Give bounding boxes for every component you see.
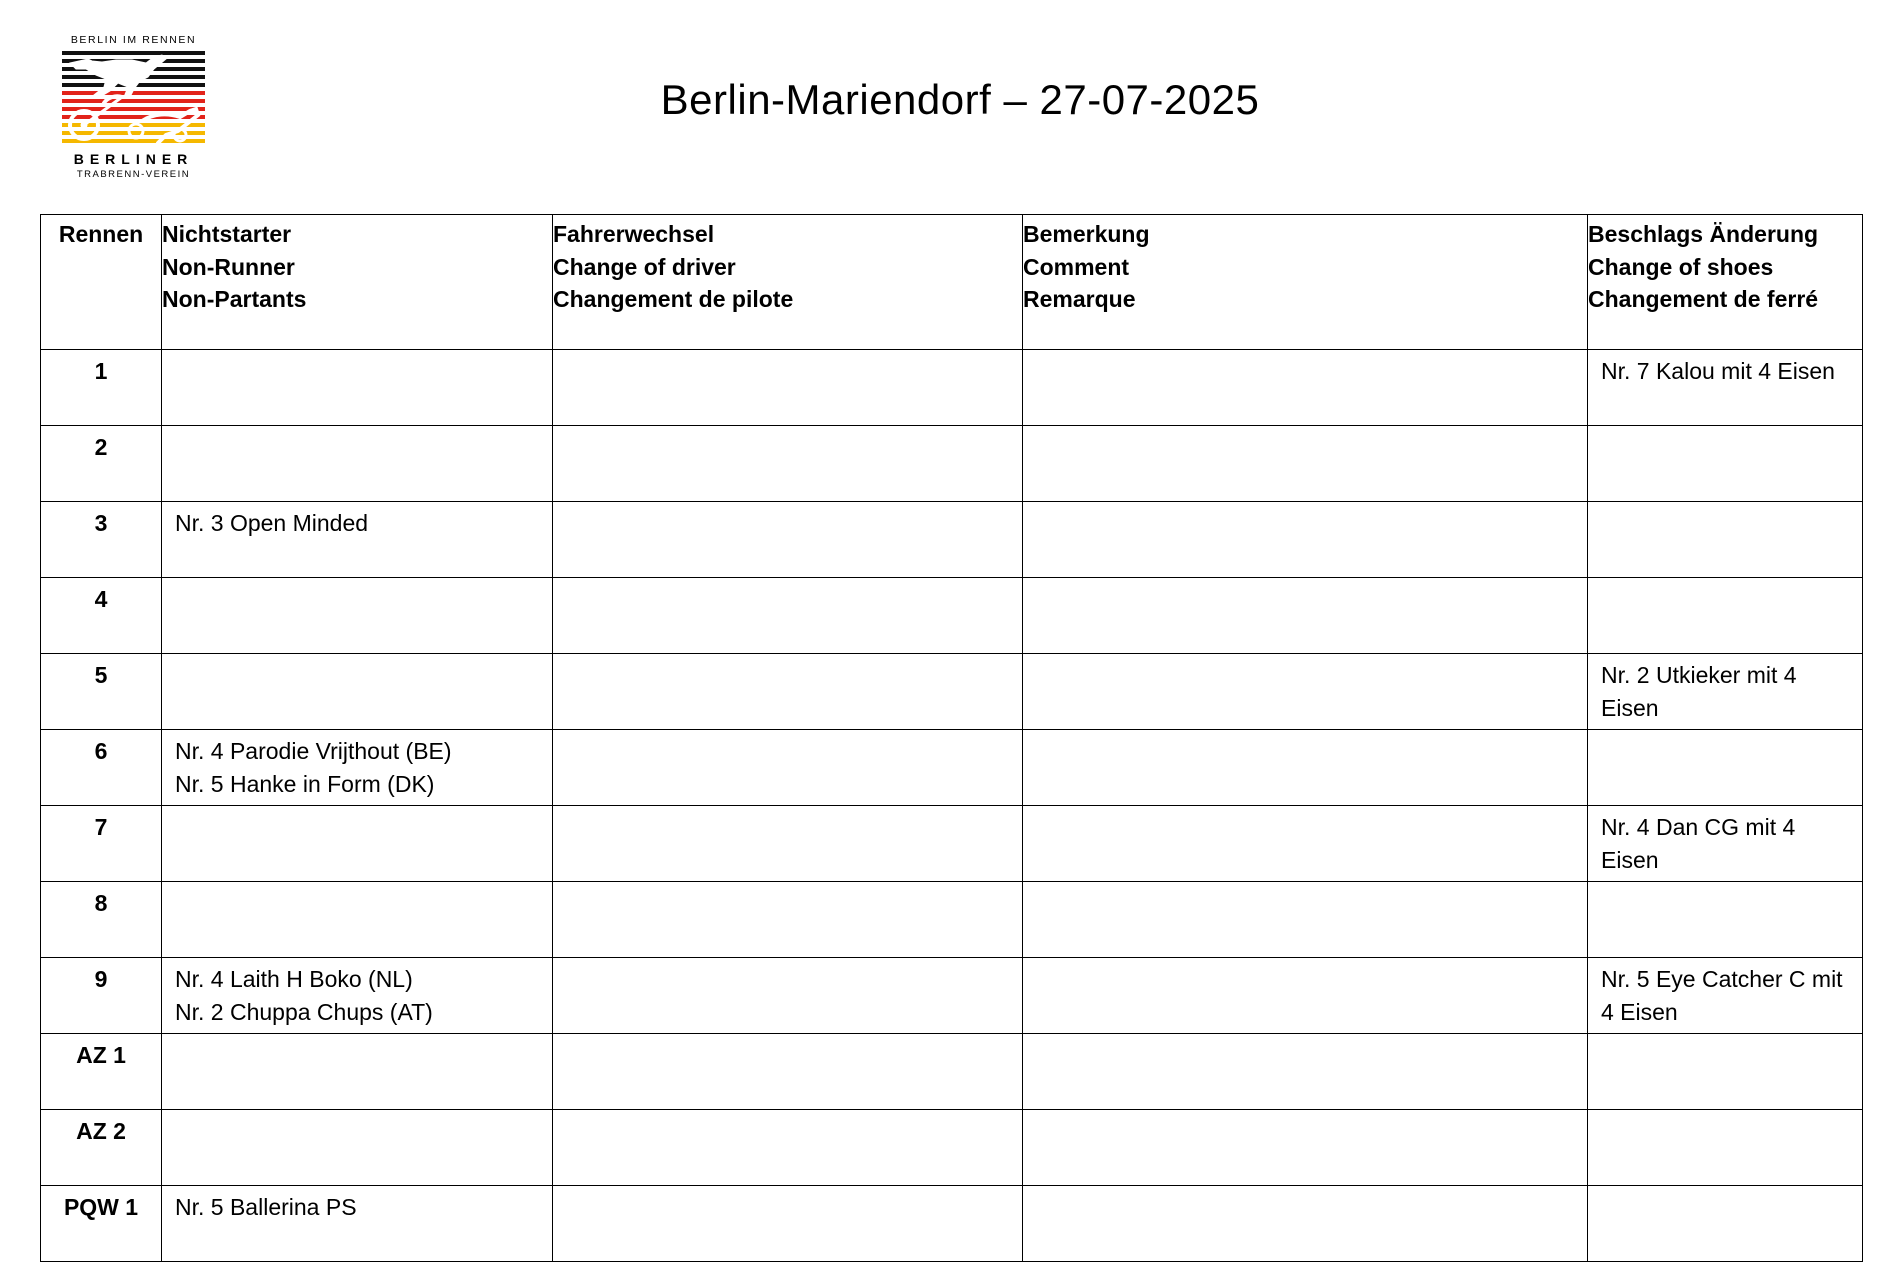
race-number-cell: 8	[41, 882, 162, 958]
shoes-change-cell	[1588, 1110, 1863, 1186]
driver-change-cell	[553, 350, 1023, 426]
table-row	[41, 1110, 1863, 1186]
table-header-row	[41, 215, 1863, 350]
driver-change-cell	[553, 654, 1023, 730]
nonrunner-cell	[162, 882, 553, 958]
table-row	[41, 730, 1863, 806]
nonrunner-cell	[162, 654, 553, 730]
header-driver	[553, 215, 1023, 350]
nonrunner-entry: Nr. 5 Ballerina PS	[175, 1194, 357, 1220]
nonrunner-entry: Nr. 2 Chuppa Chups (AT)	[175, 998, 433, 1025]
race-number-cell: 6	[41, 730, 162, 806]
table-row	[41, 958, 1863, 1034]
race-number-cell: 5	[41, 654, 162, 730]
comment-cell	[1023, 958, 1588, 1034]
driver-change-cell	[553, 1186, 1023, 1262]
nonrunner-entry: Nr. 3 Open Minded	[175, 510, 369, 536]
nonrunner-cell	[162, 1110, 553, 1186]
comment-cell	[1023, 806, 1588, 882]
race-number-cell: 2	[41, 426, 162, 502]
shoes-change-cell	[1588, 730, 1863, 806]
header-shoes-en: Change of shoes	[1588, 253, 1774, 280]
shoes-change-text: Nr. 5 Eye Catcher C mit 4 Eisen	[1601, 966, 1843, 1025]
header-comment-en: Comment	[1023, 253, 1130, 280]
table-row	[41, 350, 1863, 426]
table-row	[41, 1034, 1863, 1110]
header-driver-fr: Changement de pilote	[553, 286, 794, 312]
shoes-change-cell	[1588, 502, 1863, 578]
race-number-cell: 1	[41, 350, 162, 426]
comment-cell	[1023, 1110, 1588, 1186]
table-row	[41, 1186, 1863, 1262]
nonrunner-cell	[162, 502, 553, 578]
nonrunner-cell	[162, 426, 553, 502]
nonrunner-entry: Nr. 4 Laith H Boko (NL)	[175, 966, 413, 992]
nonrunner-cell	[162, 806, 553, 882]
logo-top-text: BERLIN IM RENNEN	[70, 34, 197, 46]
nonrunner-cell	[162, 1034, 553, 1110]
page-title: Berlin-Mariendorf – 27-07-2025	[660, 76, 1260, 123]
organizer-logo	[62, 34, 205, 182]
header-nonrunner-de: Nichtstarter	[162, 221, 292, 247]
header-shoes-de: Beschlags Änderung	[1588, 221, 1819, 247]
header-driver-de: Fahrerwechsel	[553, 221, 715, 247]
table-row	[41, 806, 1863, 882]
comment-cell	[1023, 350, 1588, 426]
nonrunner-cell	[162, 350, 553, 426]
comment-cell	[1023, 654, 1588, 730]
driver-change-cell	[553, 578, 1023, 654]
header-shoes-fr: Changement de ferré	[1588, 286, 1819, 312]
shoes-change-cell	[1588, 806, 1863, 882]
nonrunner-cell	[162, 1186, 553, 1262]
table-row	[41, 578, 1863, 654]
header-shoes	[1588, 215, 1863, 350]
table-row	[41, 654, 1863, 730]
comment-cell	[1023, 882, 1588, 958]
comment-cell	[1023, 730, 1588, 806]
header-comment	[1023, 215, 1588, 350]
shoes-change-cell	[1588, 1034, 1863, 1110]
driver-change-cell	[553, 958, 1023, 1034]
shoes-change-cell	[1588, 1186, 1863, 1262]
trotting-horse-icon	[62, 51, 205, 148]
driver-change-cell	[553, 882, 1023, 958]
shoes-change-cell	[1588, 958, 1863, 1034]
header-nonrunner	[162, 215, 553, 350]
race-number-cell: AZ 2	[41, 1110, 162, 1186]
table-row	[41, 502, 1863, 578]
comment-cell	[1023, 1186, 1588, 1262]
comment-cell	[1023, 578, 1588, 654]
logo-main-text: BERLINER	[73, 151, 194, 167]
comment-cell	[1023, 502, 1588, 578]
header-race-label: Rennen	[58, 221, 144, 247]
shoes-change-cell	[1588, 882, 1863, 958]
shoes-change-cell	[1588, 578, 1863, 654]
race-number-cell: 3	[41, 502, 162, 578]
table-row	[41, 882, 1863, 958]
shoes-change-text: Nr. 4 Dan CG mit 4 Eisen	[1601, 814, 1796, 873]
race-number-cell: 4	[41, 578, 162, 654]
table-row	[41, 426, 1863, 502]
race-number-cell: 9	[41, 958, 162, 1034]
nonrunner-cell	[162, 730, 553, 806]
race-changes-table	[40, 214, 1863, 1262]
header-comment-fr: Remarque	[1023, 286, 1136, 312]
comment-cell	[1023, 426, 1588, 502]
shoes-change-text: Nr. 2 Utkieker mit 4 Eisen	[1601, 662, 1797, 721]
driver-change-cell	[553, 806, 1023, 882]
header-nonrunner-en: Non-Runner	[162, 253, 295, 280]
race-number-cell: PQW 1	[41, 1186, 162, 1262]
driver-change-cell	[553, 1110, 1023, 1186]
driver-change-cell	[553, 502, 1023, 578]
race-number-cell: 7	[41, 806, 162, 882]
shoes-change-text: Nr. 7 Kalou mit 4 Eisen	[1601, 358, 1835, 384]
nonrunner-cell	[162, 578, 553, 654]
driver-change-cell	[553, 730, 1023, 806]
header-comment-de: Bemerkung	[1023, 221, 1150, 247]
comment-cell	[1023, 1034, 1588, 1110]
driver-change-cell	[553, 426, 1023, 502]
shoes-change-cell	[1588, 350, 1863, 426]
nonrunner-entry: Nr. 5 Hanke in Form (DK)	[175, 770, 435, 797]
header-driver-en: Change of driver	[553, 253, 736, 280]
header-nonrunner-fr: Non-Partants	[162, 286, 307, 312]
header-race	[41, 215, 162, 350]
driver-change-cell	[553, 1034, 1023, 1110]
shoes-change-cell	[1588, 654, 1863, 730]
nonrunner-cell	[162, 958, 553, 1034]
nonrunner-entry: Nr. 4 Parodie Vrijthout (BE)	[175, 738, 452, 764]
race-number-cell: AZ 1	[41, 1034, 162, 1110]
shoes-change-cell	[1588, 426, 1863, 502]
logo-sub-text: TRABRENN-VEREIN	[76, 169, 191, 180]
